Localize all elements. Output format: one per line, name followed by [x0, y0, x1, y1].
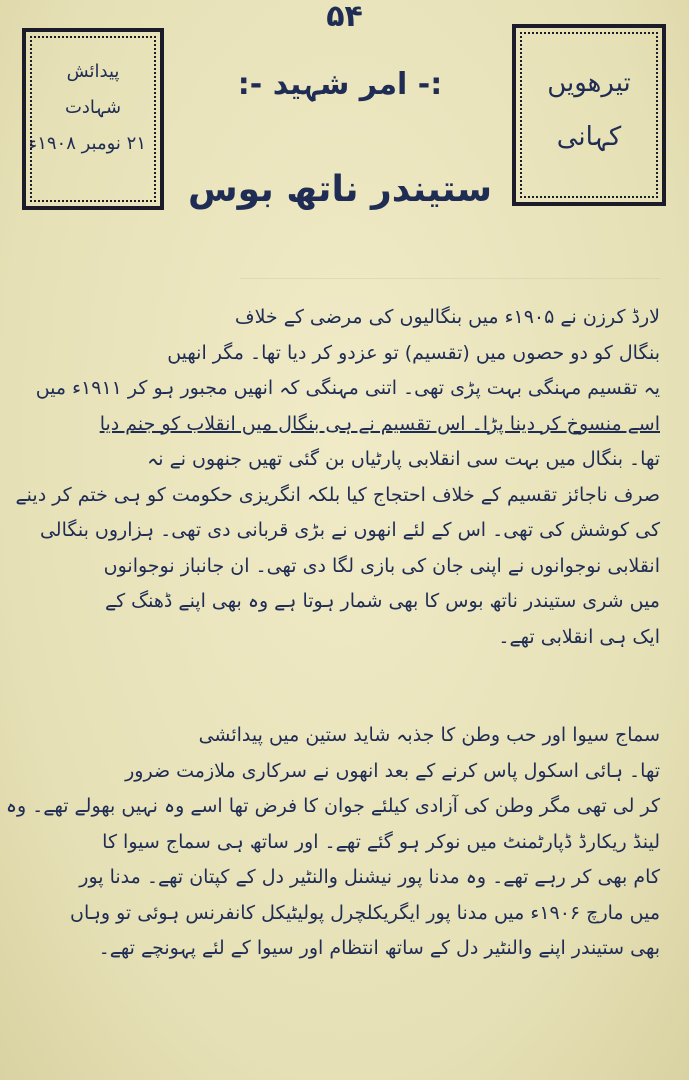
- page-number: ۵۴: [326, 0, 363, 34]
- text-line: کام بھی کر رہے تھے۔ وہ مدنا پور نیشنل والنٹیر دل کے کپتان تھے۔ مدنا پور: [79, 866, 660, 888]
- text-line: انقلابی نوجوانوں نے اپنی جان کی بازی لگا دی تھی۔ ان جانباز نوجوانوں: [103, 554, 660, 577]
- text-line: صرف ناجائز تقسیم کے خلاف احتجاج کیا بلکہ انگریزی حکومت کو ہی ختم کر دینے: [15, 483, 660, 506]
- text-line: لینڈ ریکارڈ ڈپارٹمنٹ میں نوکر ہو گئے تھے۔ اور ساتھ ہی سماج سیوا کا: [102, 830, 660, 853]
- story-label: کہانی: [556, 122, 622, 152]
- text-line: یہ تقسیم مہنگی بہت پڑی تھی۔ اتنی مہنگی کہ انھیں مجبور ہو کر ۱۹۱۱ء میں: [35, 377, 660, 399]
- paragraph-1: [15, 300, 660, 655]
- text-line: بھی ستیندر اپنے والنٹیر دل کے ساتھ انتظام اور سیوا کے لئے پہونچے تھے۔: [98, 937, 660, 959]
- text-line: میں شری ستیندر ناتھ بوس کا بھی شمار ہوتا ہے وہ بھی اپنے ڈھنگ کے: [104, 590, 660, 612]
- text-line: بنگال کو دو حصوں میں (تقسیم) تو عزدو کر دیا تھا۔ مگر انھیں: [167, 341, 660, 364]
- text-line: کی کوشش کی تھی۔ اس کے لئے انھوں نے بڑی قربانی دی تھی۔ ہزاروں بنگالی: [39, 519, 660, 541]
- subtitle: :- امر شہید -:: [237, 67, 443, 102]
- text-line: ایک ہی انقلابی تھے۔: [498, 625, 660, 648]
- text-line: تھا۔ بنگال میں بہت سی انقلابی پارٹیاں بن گئی تھیں جنھوں نے نہ: [147, 448, 660, 470]
- text-line: سماج سیوا اور حب وطن کا جذبہ شاید ستین میں پیدائشی: [198, 724, 660, 746]
- martyrdom-date: ۲۱ نومبر ۱۹۰۸ء: [28, 133, 146, 154]
- birth-label: پیدائش: [66, 61, 120, 82]
- martyrdom-label: شہادت: [64, 97, 122, 118]
- faint-ruled-line: [240, 228, 660, 279]
- text-line: کر لی تھی مگر وطن کی آزادی کیلئے جوان کا فرض تھا اسے وہ نہیں بھولے تھے۔ وہ: [5, 795, 660, 817]
- paragraph-2: [5, 718, 660, 967]
- story-ordinal: تیرھویں: [547, 68, 631, 98]
- birth-martyrdom-box: [22, 28, 164, 210]
- text-line: تھا۔ ہائی اسکول پاس کرنے کے بعد انھوں نے سرکاری ملازمت ضرور: [125, 759, 660, 782]
- text-line: لارڈ کرزن نے ۱۹۰۵ء میں بنگالیوں کی مرضی کے خلاف: [234, 306, 660, 328]
- page-title: ستیندر ناتھ بوس: [187, 169, 493, 210]
- text-line-underlined: اسے منسوخ کر دینا پڑا۔ اس تقسیم نے ہی بنگال میں انقلاب کو جنم دیا: [99, 412, 660, 435]
- text-line: میں مارچ ۱۹۰۶ء میں مدنا پور ایگریکلچرل پولیٹیکل کانفرنس ہوئی تو وہاں: [70, 901, 660, 924]
- story-number-box: [512, 24, 666, 206]
